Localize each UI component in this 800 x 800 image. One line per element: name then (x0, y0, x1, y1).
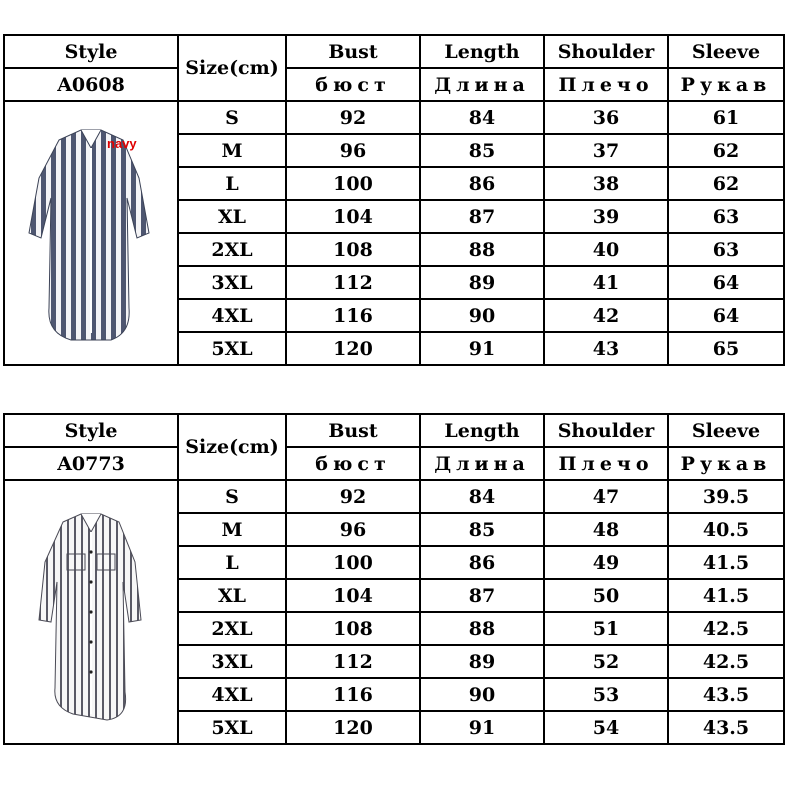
bust-cell: 96 (286, 513, 420, 546)
bust-header-ru: бюст (286, 68, 420, 101)
sleeve-cell: 63 (668, 200, 784, 233)
sleeve-header-ru: Рукав (668, 447, 784, 480)
shoulder-cell: 42 (544, 299, 668, 332)
sleeve-cell: 61 (668, 101, 784, 134)
bust-cell: 116 (286, 678, 420, 711)
shoulder-cell: 49 (544, 546, 668, 579)
sleeve-cell: 43.5 (668, 711, 784, 744)
bust-cell: 112 (286, 266, 420, 299)
shoulder-cell: 53 (544, 678, 668, 711)
shoulder-header: Shoulder (544, 414, 668, 447)
style-header: Style (4, 35, 178, 68)
size-cell: 3XL (178, 645, 286, 678)
color-label: navy (107, 136, 137, 151)
shoulder-cell: 54 (544, 711, 668, 744)
length-header-ru: Длина (420, 68, 544, 101)
size-header: Size(cm) (178, 35, 286, 101)
sleeve-cell: 40.5 (668, 513, 784, 546)
sleeve-cell: 62 (668, 167, 784, 200)
size-cell: L (178, 546, 286, 579)
table-row (4, 101, 784, 134)
bust-cell: 104 (286, 200, 420, 233)
sleeve-cell: 41.5 (668, 579, 784, 612)
length-cell: 91 (420, 332, 544, 365)
striped-shirt-image (11, 492, 171, 732)
product-image-a0608 (4, 101, 178, 365)
shoulder-cell: 43 (544, 332, 668, 365)
length-header: Length (420, 35, 544, 68)
length-cell: 89 (420, 266, 544, 299)
sleeve-cell: 43.5 (668, 678, 784, 711)
length-cell: 91 (420, 711, 544, 744)
shoulder-cell: 41 (544, 266, 668, 299)
length-cell: 88 (420, 612, 544, 645)
length-header: Length (420, 414, 544, 447)
style-code: A0608 (4, 68, 178, 101)
bust-cell: 100 (286, 546, 420, 579)
size-cell: S (178, 101, 286, 134)
shoulder-cell: 51 (544, 612, 668, 645)
length-cell: 84 (420, 101, 544, 134)
shoulder-header-ru: Плечо (544, 447, 668, 480)
sleeve-cell: 65 (668, 332, 784, 365)
header-row (4, 414, 784, 447)
bust-cell: 108 (286, 612, 420, 645)
bust-cell: 108 (286, 233, 420, 266)
sleeve-cell: 42.5 (668, 612, 784, 645)
size-cell: S (178, 480, 286, 513)
shoulder-cell: 47 (544, 480, 668, 513)
sleeve-header: Sleeve (668, 414, 784, 447)
size-cell: 5XL (178, 332, 286, 365)
shoulder-cell: 38 (544, 167, 668, 200)
length-cell: 84 (420, 480, 544, 513)
bust-cell: 104 (286, 579, 420, 612)
bust-cell: 112 (286, 645, 420, 678)
bust-header-ru: бюст (286, 447, 420, 480)
size-cell: M (178, 513, 286, 546)
size-cell: 5XL (178, 711, 286, 744)
length-cell: 87 (420, 579, 544, 612)
sleeve-cell: 42.5 (668, 645, 784, 678)
striped-shirt-image (11, 118, 171, 348)
size-table-a0608 (3, 34, 785, 366)
bust-cell: 116 (286, 299, 420, 332)
header-row (4, 35, 784, 68)
sleeve-cell: 64 (668, 299, 784, 332)
length-cell: 90 (420, 678, 544, 711)
shoulder-header-ru: Плечо (544, 68, 668, 101)
bust-cell: 100 (286, 167, 420, 200)
size-cell: XL (178, 579, 286, 612)
shoulder-cell: 39 (544, 200, 668, 233)
shoulder-cell: 36 (544, 101, 668, 134)
length-cell: 86 (420, 546, 544, 579)
shoulder-header: Shoulder (544, 35, 668, 68)
style-code: A0773 (4, 447, 178, 480)
length-cell: 87 (420, 200, 544, 233)
size-table-a0773 (3, 413, 785, 745)
bust-header: Bust (286, 35, 420, 68)
length-cell: 85 (420, 513, 544, 546)
length-cell: 88 (420, 233, 544, 266)
length-cell: 86 (420, 167, 544, 200)
size-cell: 2XL (178, 612, 286, 645)
style-header: Style (4, 414, 178, 447)
size-cell: XL (178, 200, 286, 233)
bust-cell: 120 (286, 711, 420, 744)
bust-header: Bust (286, 414, 420, 447)
bust-cell: 92 (286, 101, 420, 134)
shoulder-cell: 48 (544, 513, 668, 546)
bust-cell: 96 (286, 134, 420, 167)
sleeve-header-ru: Рукав (668, 68, 784, 101)
size-cell: L (178, 167, 286, 200)
sleeve-cell: 64 (668, 266, 784, 299)
size-cell: 3XL (178, 266, 286, 299)
shoulder-cell: 40 (544, 233, 668, 266)
length-cell: 89 (420, 645, 544, 678)
size-cell: 4XL (178, 678, 286, 711)
sleeve-cell: 41.5 (668, 546, 784, 579)
size-header: Size(cm) (178, 414, 286, 480)
length-header-ru: Длина (420, 447, 544, 480)
shoulder-cell: 52 (544, 645, 668, 678)
size-cell: 4XL (178, 299, 286, 332)
shoulder-cell: 37 (544, 134, 668, 167)
table-row (4, 480, 784, 513)
bust-cell: 92 (286, 480, 420, 513)
bust-cell: 120 (286, 332, 420, 365)
size-cell: 2XL (178, 233, 286, 266)
sleeve-cell: 39.5 (668, 480, 784, 513)
length-cell: 85 (420, 134, 544, 167)
sleeve-cell: 63 (668, 233, 784, 266)
product-image-a0773 (4, 480, 178, 744)
header-row-ru (4, 447, 784, 480)
shoulder-cell: 50 (544, 579, 668, 612)
sleeve-cell: 62 (668, 134, 784, 167)
size-cell: M (178, 134, 286, 167)
sleeve-header: Sleeve (668, 35, 784, 68)
length-cell: 90 (420, 299, 544, 332)
header-row-ru (4, 68, 784, 101)
